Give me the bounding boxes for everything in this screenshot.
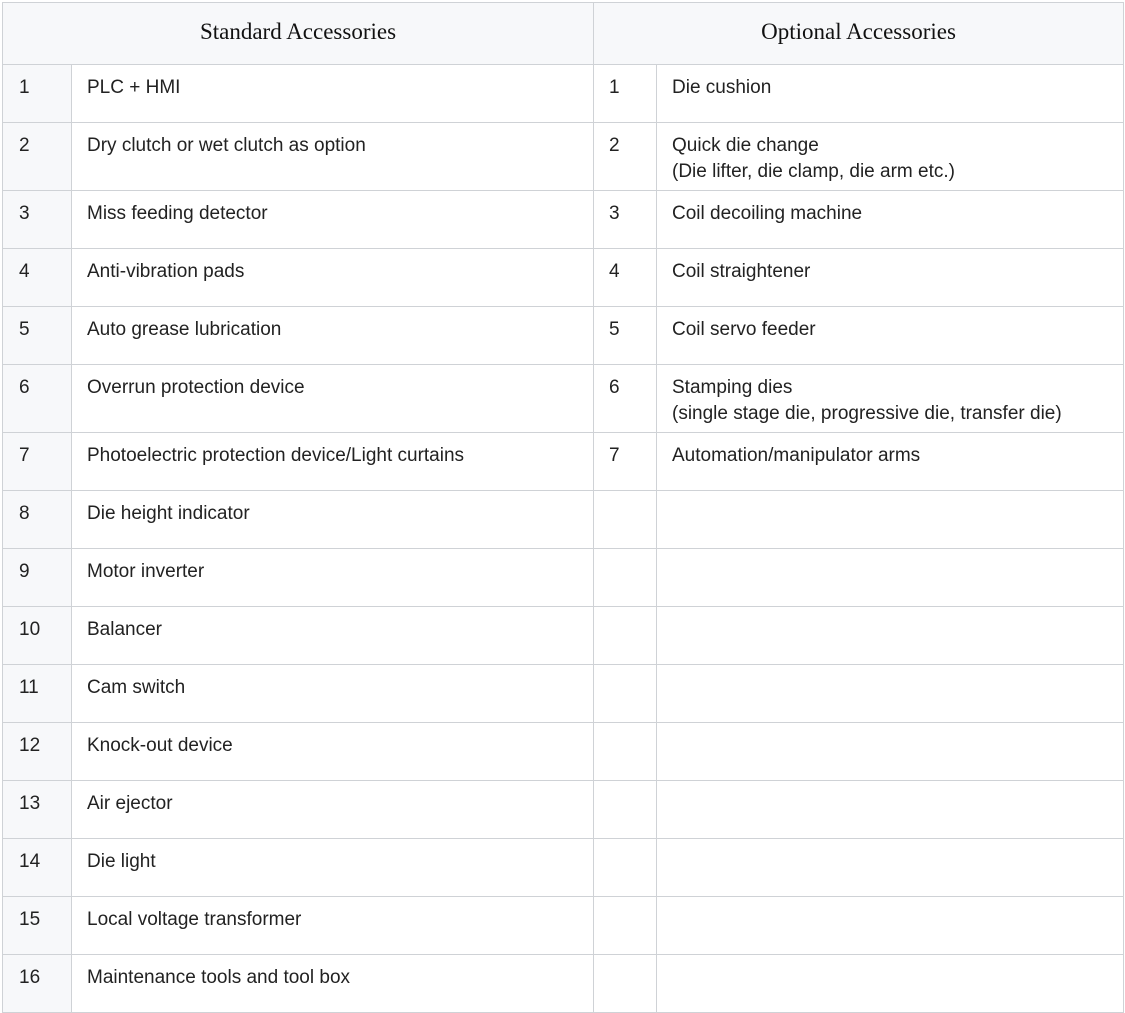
optional-item	[657, 191, 1124, 249]
standard-item: Dry clutch or wet clutch as option	[72, 123, 594, 191]
table-row	[3, 723, 1124, 781]
optional-item-detail: (Die lifter, die clamp, die arm etc.)	[672, 161, 955, 182]
optional-item	[657, 123, 1124, 191]
optional-item	[657, 433, 1124, 491]
standard-item: Cam switch	[72, 665, 594, 723]
optional-item	[657, 249, 1124, 307]
table-row	[3, 65, 1124, 123]
standard-item: Air ejector	[72, 781, 594, 839]
accessories-table	[2, 2, 1124, 1013]
optional-number: 2	[594, 123, 657, 191]
optional-number: 6	[594, 365, 657, 433]
standard-number: 7	[3, 433, 72, 491]
table-row	[3, 665, 1124, 723]
empty-cell	[657, 491, 1124, 549]
optional-item-detail: (single stage die, progressive die, transfer die)	[672, 403, 1062, 424]
standard-number: 9	[3, 549, 72, 607]
standard-number: 2	[3, 123, 72, 191]
empty-cell	[657, 781, 1124, 839]
optional-item	[657, 65, 1124, 123]
standard-item: Die light	[72, 839, 594, 897]
standard-number: 6	[3, 365, 72, 433]
standard-accessories-header: Standard Accessories	[3, 3, 594, 65]
standard-item: Balancer	[72, 607, 594, 665]
empty-cell	[594, 839, 657, 897]
standard-number: 13	[3, 781, 72, 839]
empty-cell	[657, 723, 1124, 781]
optional-accessories-header: Optional Accessories	[594, 3, 1124, 65]
table-row	[3, 491, 1124, 549]
standard-item: Photoelectric protection device/Light curtains	[72, 433, 594, 491]
table-row	[3, 249, 1124, 307]
standard-number: 11	[3, 665, 72, 723]
standard-number: 1	[3, 65, 72, 123]
empty-cell	[594, 897, 657, 955]
standard-number: 12	[3, 723, 72, 781]
empty-cell	[594, 665, 657, 723]
standard-item: Overrun protection device	[72, 365, 594, 433]
standard-number: 5	[3, 307, 72, 365]
standard-number: 16	[3, 955, 72, 1013]
standard-item: PLC + HMI	[72, 65, 594, 123]
table-row	[3, 897, 1124, 955]
empty-cell	[657, 897, 1124, 955]
optional-item-line: Die cushion	[672, 77, 772, 98]
empty-cell	[594, 491, 657, 549]
optional-item-line: Quick die change	[672, 135, 819, 156]
optional-number: 5	[594, 307, 657, 365]
table-row	[3, 191, 1124, 249]
empty-cell	[657, 665, 1124, 723]
optional-item	[657, 307, 1124, 365]
header-row	[3, 3, 1124, 65]
standard-item: Local voltage transformer	[72, 897, 594, 955]
standard-number: 15	[3, 897, 72, 955]
table-row	[3, 307, 1124, 365]
empty-cell	[594, 955, 657, 1013]
empty-cell	[657, 839, 1124, 897]
standard-number: 8	[3, 491, 72, 549]
optional-item-line: Coil straightener	[672, 261, 811, 282]
empty-cell	[594, 549, 657, 607]
table-row	[3, 549, 1124, 607]
standard-item: Die height indicator	[72, 491, 594, 549]
empty-cell	[657, 549, 1124, 607]
empty-cell	[594, 723, 657, 781]
optional-number: 4	[594, 249, 657, 307]
standard-number: 4	[3, 249, 72, 307]
table-row	[3, 839, 1124, 897]
optional-item-line: Coil decoiling machine	[672, 203, 863, 224]
standard-item: Motor inverter	[72, 549, 594, 607]
optional-item-line: Coil servo feeder	[672, 319, 816, 340]
optional-number: 1	[594, 65, 657, 123]
table-row	[3, 433, 1124, 491]
standard-item: Maintenance tools and tool box	[72, 955, 594, 1013]
standard-item: Miss feeding detector	[72, 191, 594, 249]
standard-number: 3	[3, 191, 72, 249]
optional-item-line: Automation/manipulator arms	[672, 445, 921, 466]
standard-item: Anti-vibration pads	[72, 249, 594, 307]
empty-cell	[594, 781, 657, 839]
table-row	[3, 955, 1124, 1013]
empty-cell	[657, 955, 1124, 1013]
standard-number: 14	[3, 839, 72, 897]
optional-item-line: Stamping dies	[672, 377, 793, 398]
standard-number: 10	[3, 607, 72, 665]
standard-item: Auto grease lubrication	[72, 307, 594, 365]
table-row	[3, 781, 1124, 839]
optional-item	[657, 365, 1124, 433]
table-row	[3, 365, 1124, 433]
optional-number: 7	[594, 433, 657, 491]
optional-number: 3	[594, 191, 657, 249]
standard-item: Knock-out device	[72, 723, 594, 781]
table-row	[3, 607, 1124, 665]
empty-cell	[594, 607, 657, 665]
empty-cell	[657, 607, 1124, 665]
table-row	[3, 123, 1124, 191]
